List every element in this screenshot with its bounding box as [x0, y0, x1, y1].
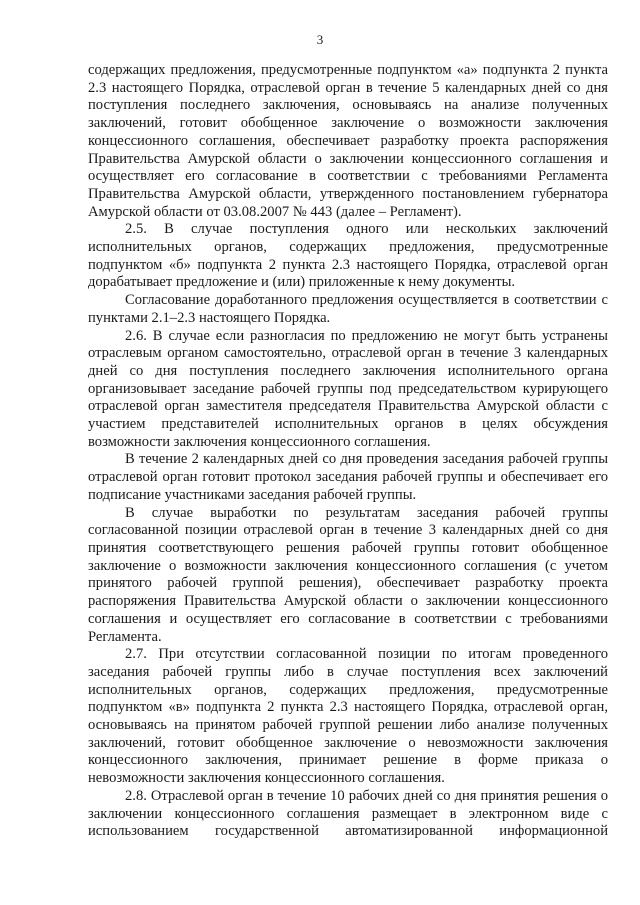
paragraph: В течение 2 календарных дней со дня проведения заседания рабочей группы отраслевой орган готовит протокол заседания рабочей группы и обеспечивает его подписание участниками заседания рабочей группы. — [88, 451, 608, 503]
document-body — [88, 62, 608, 841]
paragraph: содержащих предложения, предусмотренные подпунктом «а» подпункта 2 пункта 2.3 настоящего Порядка, отраслевой орган в течение 5 календарных дней со дня поступления последнего заключения, основываясь на анализе полученных заключений, готовит обобщенное заключение о возможности заключения концессионного соглашения, обеспечивает разработку проекта распоряжения Правительства Амурской области о заключении концессионного соглашения и осуществляет его согласование в соответствии с требованиями Регламента Правительства Амурской области, утвержденного постановлением губернатора Амурской области от 03.08.2007 № 443 (далее – Регламент). — [88, 62, 608, 220]
paragraph: 2.8. Отраслевой орган в течение 10 рабочих дней со дня принятия решения о заключении концессионного соглашения размещает в электронном виде с использованием государственной автоматизированной информационной — [88, 787, 608, 840]
page-number: 3 — [316, 32, 324, 47]
paragraph: 2.6. В случае если разногласия по предложению не могут быть устранены отраслевым органом самостоятельно, отраслевой орган в течение 3 календарных дней со дня поступления последнего заключения исполнительного органа организовывает заседание рабочей группы под председательством курирующего отраслевой орган заместителя председателя Правительства Амурской области с участием представителей исполнительных органов в целях обсуждения возможности заключения концессионного соглашения. — [88, 327, 608, 450]
paragraph: Согласование доработанного предложения осуществляется в соответствии с пунктами 2.1–2.3 настоящего Порядка. — [88, 292, 608, 326]
paragraph: 2.5. В случае поступления одного или нескольких заключений исполнительных органов, содержащих предложения, предусмотренные подпунктом «б» подпункта 2 пункта 2.3 настоящего Порядка, отраслевой орган дорабатывает предложение и (или) приложенные к нему документы. — [88, 221, 608, 291]
paragraph: В случае выработки по результатам заседания рабочей группы согласованной позиции отраслевой орган в течение 3 календарных дней со дня принятия соответствующего решения рабочей группы готовит обобщенное заключение о возможности заключения концессионного соглашения (с учетом принятого рабочей группой решения), обеспечивает разработку проекта распоряжения Правительства Амурской области о заключении концессионного соглашения и осуществляет его согласование в соответствии с требованиями Регламента. — [88, 504, 608, 645]
paragraph: 2.7. При отсутствии согласованной позиции по итогам проведенного заседания рабочей группы либо в случае поступления всех заключений исполнительных органов, содержащих предложения, предусмотренные подпунктом «в» подпункта 2 пункта 2.3 настоящего Порядка, отраслевой орган, основываясь на принятом рабочей группой решении либо анализе полученных заключений, готовит обобщенное заключение о невозможности заключения концессионного заключения, принимает решение в форме приказа о невозможности заключения концессионного соглашения. — [88, 646, 608, 787]
